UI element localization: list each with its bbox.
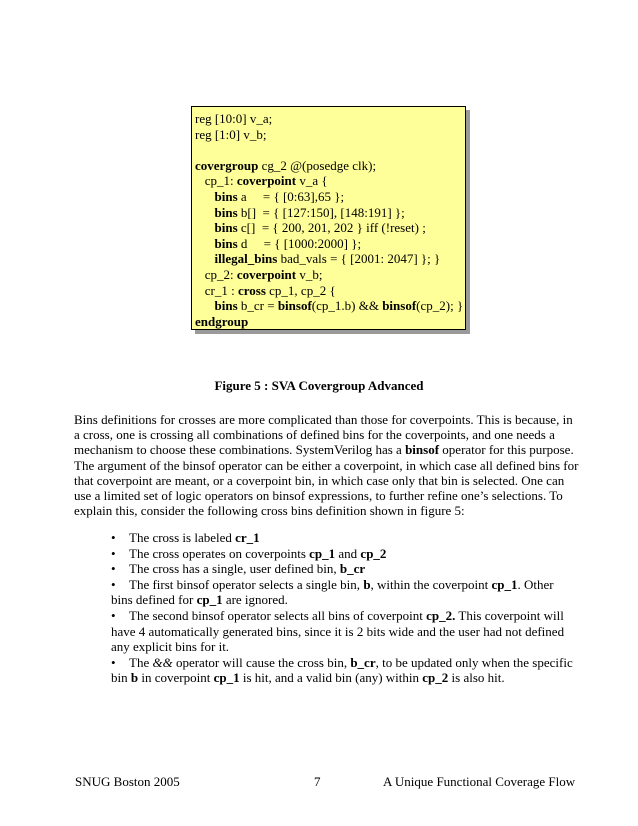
bullet-item (111, 530, 571, 546)
bullet-item (111, 608, 571, 655)
text-run: reg [10:0] v_a; (195, 111, 273, 126)
text-run: bad_vals = { [2001: 2047] }; } (277, 251, 441, 267)
text-run: cr_1 : (195, 282, 238, 298)
bullet-marker: • (111, 576, 116, 592)
bullet-line (111, 530, 571, 546)
text-run: The first binsof operator selects a single bin, (129, 576, 364, 592)
paragraph-line (74, 412, 574, 427)
bullet-marker: • (111, 607, 116, 623)
code-line (195, 173, 465, 189)
text-run: mechanism to choose these combinations. SystemVerilog has a (74, 442, 406, 458)
text-run: coverpoint (236, 173, 297, 189)
text-run: cp_1 (196, 592, 223, 608)
text-run: b (363, 576, 371, 592)
text-run: binsof (277, 298, 312, 314)
text-run: cp_1 (309, 545, 336, 561)
text-run: explain this, consider the following cross bins definition shown in figure 5: (74, 503, 465, 519)
text-run: . Other (517, 576, 554, 592)
text-run: The argument of the binsof operator can be either a coverpoint, in which case all defined bins for (74, 457, 579, 473)
text-run: cp_2 (360, 545, 387, 561)
text-run (195, 220, 215, 235)
text-run: operator will cause the cross bin, (172, 654, 351, 670)
text-run: that coverpoint are meant, or a coverpoint bin, in which case only that bin is selected. One can (74, 472, 565, 488)
text-run: This coverpoint will (455, 607, 564, 623)
text-run: The (129, 654, 153, 670)
code-listing-box (191, 106, 466, 330)
text-run: b[] = { [127:150], [148:191] }; (237, 204, 405, 220)
text-run: and (335, 545, 361, 561)
bullet-item (111, 546, 571, 562)
text-run: b_cr = (237, 298, 278, 314)
text-run: a = { [0:63],65 }; (237, 188, 345, 204)
bullet-line (111, 608, 571, 624)
code-line (195, 283, 465, 299)
text-run: operator for this purpose. (439, 442, 574, 458)
bullet-line (111, 639, 571, 655)
text-run: The cross operates on coverpoints (129, 545, 310, 561)
text-run: use a limited set of logic operators on binsof expressions, to further refine one’s selections. To (74, 488, 563, 504)
text-run (195, 236, 215, 251)
code-line (195, 142, 465, 158)
paragraph-line (74, 488, 574, 503)
code-line (195, 127, 465, 143)
text-run: cp_2: (195, 266, 237, 282)
bullet-item (111, 577, 571, 608)
paragraph-line (74, 427, 574, 442)
text-run: cp_2 (422, 670, 449, 686)
text-run: binsof (405, 442, 440, 458)
text-run: is hit, and a valid bin (any) within (239, 670, 423, 686)
text-run: reg [1:0] v_b; (195, 126, 267, 142)
text-run: Bins definitions for crosses are more complicated than those for coverpoints. This is because, in (74, 412, 573, 427)
code-line (195, 236, 465, 252)
code-line (195, 251, 465, 267)
text-run: d = { [1000:2000] }; (237, 235, 362, 251)
text-run: , to be updated only when the specific (375, 654, 573, 670)
code-line (195, 189, 465, 205)
text-run: is also hit. (448, 670, 505, 686)
bullet-line (111, 561, 571, 577)
bullet-list (111, 530, 571, 686)
text-run: any explicit bins for it. (111, 639, 230, 655)
text-run: a cross, one is crossing all combinations of defined bins for the coverpoints, and one needs a (74, 427, 555, 443)
text-run: b (130, 670, 139, 686)
text-run: binsof (382, 298, 417, 314)
text-run: bins (214, 298, 238, 314)
text-run (195, 189, 215, 204)
text-run: have 4 automatically generated bins, since it is 2 bits wide and the user had not defined (111, 623, 565, 639)
text-run: coverpoint (236, 266, 297, 282)
code-line (195, 267, 465, 283)
paragraph-line (74, 457, 579, 473)
text-run: c[] = { 200, 201, 202 } iff (!reset) ; (237, 220, 426, 236)
footer-conference: SNUG Boston 2005 (75, 774, 180, 789)
text-run: v_b; (296, 266, 323, 282)
code-line (195, 220, 465, 236)
bullet-item (111, 655, 571, 686)
text-run: bins (214, 188, 238, 204)
text-run: cp_1 (213, 670, 240, 686)
text-run: (cp_2); } (416, 298, 464, 314)
text-run: cp_1: (195, 173, 237, 189)
text-run: cp_1, cp_2 { (265, 282, 336, 298)
code-line (195, 111, 465, 127)
body-paragraph (74, 412, 579, 519)
text-run (195, 251, 215, 266)
bullet-line (111, 655, 571, 671)
text-run: , within the coverpoint (370, 576, 492, 592)
text-run: cross (237, 282, 266, 298)
text-run: The cross has a single, user defined bin, (129, 561, 340, 577)
bullet-marker: • (111, 530, 116, 545)
text-run: The cross is labeled (129, 530, 236, 545)
footer-page-number: 7 (314, 774, 321, 789)
bullet-line (111, 624, 571, 640)
bullet-marker: • (111, 654, 116, 670)
bullet-line (111, 592, 571, 608)
code-line (195, 314, 465, 330)
text-run: bins (214, 235, 238, 251)
code-line (195, 298, 465, 314)
bullet-marker: • (111, 545, 116, 561)
text-run: bins (214, 220, 238, 236)
text-run: The second binsof operator selects all bins of coverpoint (129, 607, 427, 623)
text-run (195, 205, 215, 220)
paragraph-line (74, 503, 574, 518)
bullet-line (111, 577, 571, 593)
footer-paper-title: A Unique Functional Coverage Flow (383, 774, 576, 789)
bullet-line (111, 670, 571, 686)
bullet-item (111, 561, 571, 577)
figure-caption: Figure 5 : SVA Covergroup Advanced (214, 378, 424, 393)
text-run: v_a { (296, 173, 328, 189)
text-run: && (152, 654, 173, 670)
code-line (195, 205, 465, 221)
text-run: (cp_1.b) && (311, 298, 383, 314)
text-run: bins (214, 204, 238, 220)
text-run: bin (111, 670, 131, 686)
text-run: b_cr (339, 561, 366, 577)
text-run: cr_1 (235, 530, 260, 545)
bullet-line (111, 546, 571, 562)
text-run: endgroup (195, 313, 249, 329)
text-run: b_cr (350, 654, 376, 670)
text-run: illegal_bins (214, 251, 278, 267)
bullet-marker: • (111, 561, 116, 577)
text-run: cp_2. (426, 607, 456, 623)
paragraph-line (74, 473, 574, 488)
paragraph-line (74, 442, 574, 457)
code-line (195, 158, 465, 174)
text-run: bins defined for (111, 592, 197, 608)
text-run (195, 298, 215, 313)
text-run: cp_1 (491, 576, 518, 592)
text-run: covergroup (195, 157, 259, 173)
text-run: are ignored. (222, 592, 288, 608)
text-run: in coverpoint (138, 670, 214, 686)
text-run: cg_2 @(posedge clk); (258, 157, 377, 173)
